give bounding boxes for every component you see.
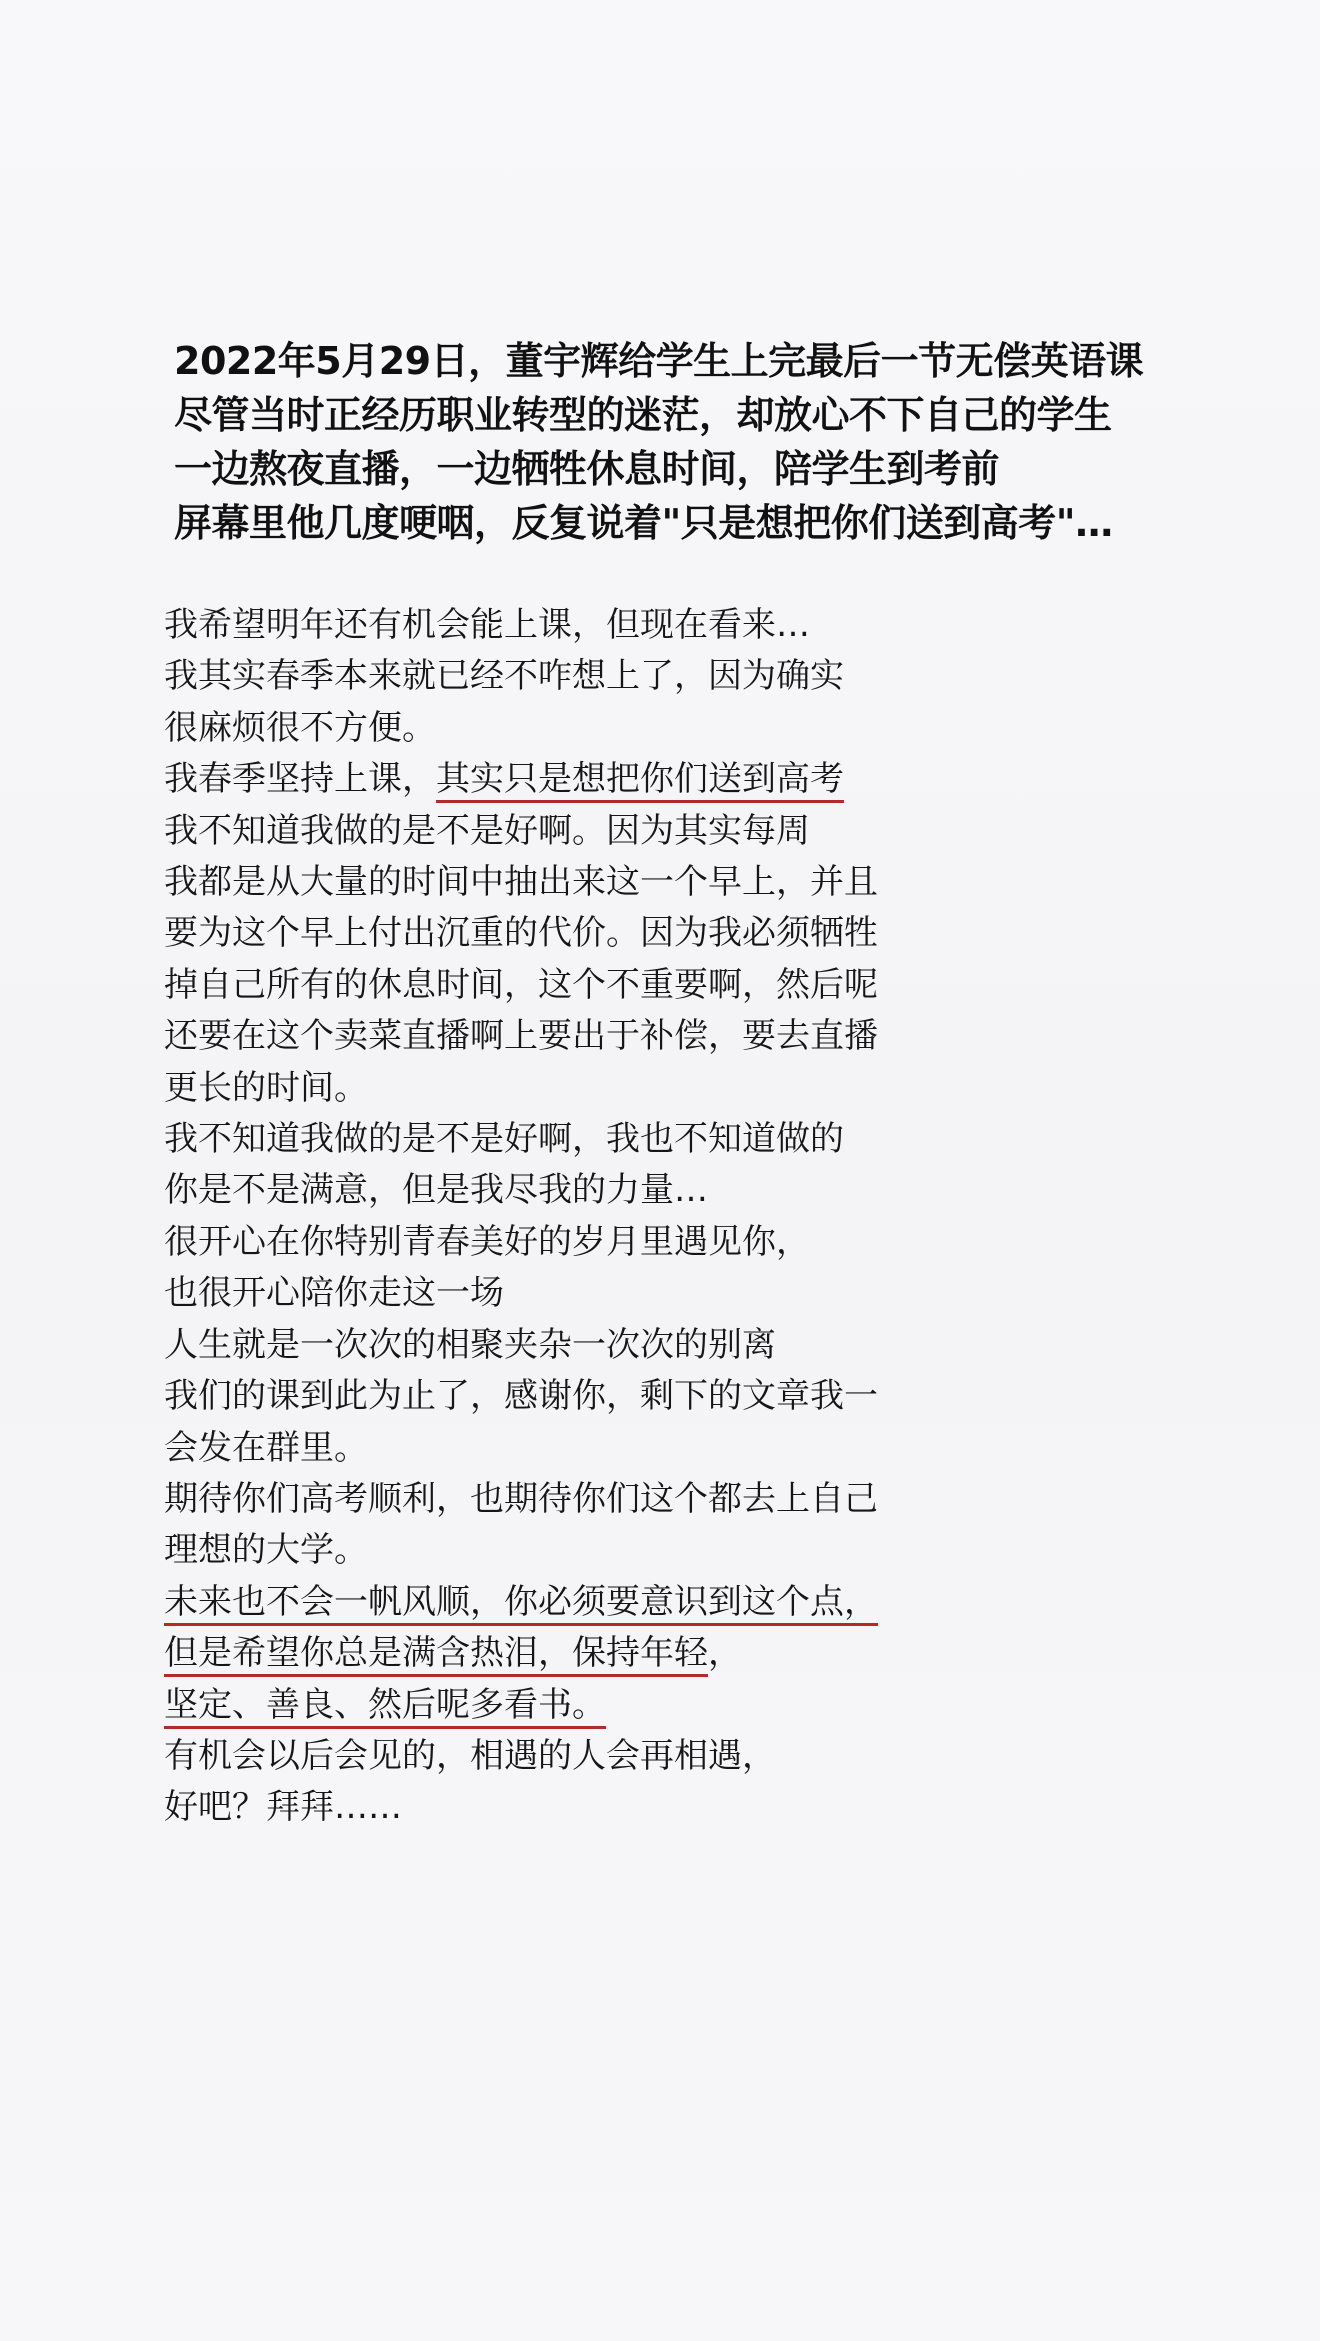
intro-line: 2022年5月29日，董宇辉给学生上完最后一节无偿英语课 [174,339,1144,383]
transcript-line: 我不知道我做的是不是好啊。因为其实每周 [164,810,810,851]
transcript-line: 要为这个早上付出沉重的代价。因为我必须牺牲 [164,913,878,954]
transcript-text: 我春季坚持上课， [164,759,436,800]
transcript-line: 我其实春季本来就已经不咋想上了，因为确实 [164,656,844,697]
intro-line: 尽管当时正经历职业转型的迷茫，却放心不下自己的学生 [174,393,1112,437]
transcript-text: ， [708,1633,742,1674]
transcript-line: 我不知道我做的是不是好啊，我也不知道做的 [164,1119,844,1160]
transcript-line: 更长的时间。 [164,1067,368,1108]
intro-caption [174,334,1174,550]
underlined-quote: 但是希望你总是满含热泪，保持年轻 [164,1633,708,1677]
transcript-line [164,1628,1164,1679]
transcript-line: 人生就是一次次的相聚夹杂一次次的别离 [164,1324,776,1365]
transcript-line: 还要在这个卖菜直播啊上要出于补偿，要去直播 [164,1016,878,1057]
underlined-quote: 未来也不会一帆风顺，你必须要意识到这个点， [164,1582,878,1626]
transcript-line: 期待你们高考顺利，也期待你们这个都去上自己 [164,1478,878,1519]
transcript-line: 好吧？拜拜…… [164,1787,402,1828]
transcript-line: 理想的大学。 [164,1530,368,1571]
underlined-quote: 其实只是想把你们送到高考 [436,759,844,803]
transcript-line: 我都是从大量的时间中抽出来这一个早上，并且 [164,862,878,903]
speech-transcript [164,600,1164,1834]
underlined-quote: 坚定、善良、然后呢多看书。 [164,1685,606,1729]
transcript-line: 很麻烦很不方便。 [164,707,436,748]
transcript-line [164,1680,1164,1731]
transcript-line: 会发在群里。 [164,1427,368,1468]
transcript-line: 我们的课到此为止了，感谢你，剩下的文章我一 [164,1376,878,1417]
transcript-line: 很开心在你特别青春美好的岁月里遇见你， [164,1221,810,1262]
intro-line: 屏幕里他几度哽咽，反复说着"只是想把你们送到高考"… [174,501,1113,545]
transcript-line [164,1577,1164,1628]
intro-line: 一边熬夜直播，一边牺牲休息时间，陪学生到考前 [174,447,1000,491]
transcript-line: 掉自己所有的休息时间，这个不重要啊，然后呢 [164,964,878,1005]
transcript-line: 我希望明年还有机会能上课，但现在看来… [164,605,810,645]
transcript-line: 也很开心陪你走这一场 [164,1273,504,1314]
transcript-line: 你是不是满意，但是我尽我的力量… [164,1170,708,1211]
transcript-line: 有机会以后会见的，相遇的人会再相遇， [164,1735,776,1776]
transcript-line [164,754,1164,805]
